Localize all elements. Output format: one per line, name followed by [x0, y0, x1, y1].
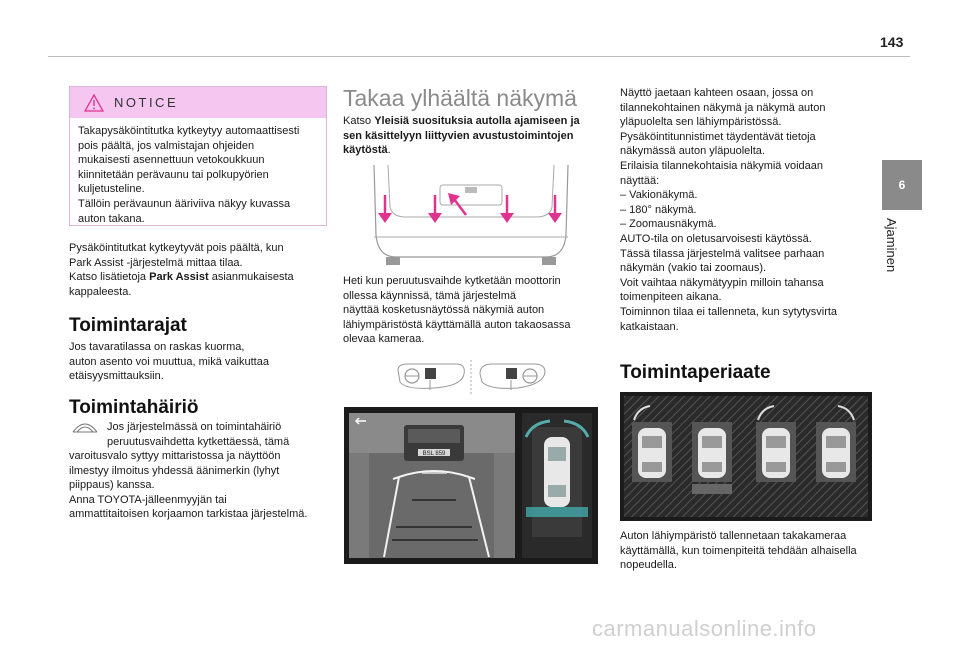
text-line: Jos järjestelmässä on toimintahäiriö: [107, 421, 282, 433]
text-line: peruutusvaihdetta kytkettäessä, tämä: [107, 435, 290, 448]
watermark: carmanualsonline.info: [592, 616, 817, 641]
warning-triangle-icon: [84, 94, 104, 112]
text-line: nopeudella.: [620, 559, 677, 572]
text-line: yläpuolelta sen lähiympäristössä.: [620, 116, 782, 129]
text-line: varoitusvalo syttyy mittaristossa ja näyttöön: [69, 450, 281, 462]
ref-line: [343, 114, 603, 129]
text-line: Näyttö jaetaan kahteen osaan, jossa on: [620, 87, 814, 99]
text-line: etäisyysmittauksiin.: [69, 370, 164, 383]
hairio-line-indented: [107, 420, 289, 449]
notice-line: mukaisesti asennettuun vetokoukkuun: [78, 154, 265, 167]
text-line: käyttämällä, kun toimenpiteitä tehdään alhaisella: [620, 544, 857, 557]
text-line: olevaa kameraa.: [343, 333, 425, 346]
notice-line: kiinnitetään perävaunu tai polkupyörien: [78, 168, 269, 181]
text-line: ammattitaitoisen korjaamon tarkistaa järjestelmä.: [69, 508, 308, 521]
notice-box: [69, 86, 327, 226]
text-line: auton asento voi muuttua, mikä vaikuttaa: [69, 355, 269, 368]
chapter-title: Ajaminen: [884, 218, 899, 273]
van-rear-illustration: [366, 165, 576, 265]
ref-bold: sen käsittelyyn liittyvien avustustoimintojen: [343, 129, 574, 142]
notice-line: kuljetusteline.: [78, 183, 145, 196]
text-line: Jos tavaratilassa on raskas kuorma,: [69, 341, 245, 353]
notice-line: Takapysäköintitutka kytkeytyy automaattisesti: [78, 125, 300, 137]
text-line: katkaistaan.: [620, 320, 679, 333]
ref-bold: Yleisiä suosituksia autolla ajamiseen ja: [374, 115, 580, 127]
text-line: lähiympäristöstä käyttämällä auton takaosassa: [343, 318, 571, 331]
text-line: AUTO-tila on oletusarvoisesti käytössä.: [620, 232, 812, 245]
steering-wheel-icon: [523, 369, 537, 383]
text-line: näkymässä auton yläpuolelta.: [620, 145, 765, 158]
right-bottom-text: [620, 529, 882, 573]
ref-line: [343, 129, 603, 144]
list-item: – 180° näkymä.: [620, 203, 697, 216]
text-line: Anna TOYOTA-jälleenmyyjän tai: [69, 493, 227, 506]
intro-line: Pysäköintitutkat kytkeytyvät pois päältä, kun: [69, 242, 284, 254]
text-line: Tässä tilassa järjestelmä valitsee parhaan: [620, 247, 825, 260]
camera-arrow-icon: [448, 193, 466, 215]
screen-icon: [425, 368, 436, 379]
section-title-toimintarajat: Toimintarajat: [69, 315, 187, 336]
text-line: Toiminnon tilaa ei tallenneta, kun sytytysvirta: [620, 305, 838, 318]
chapter-title-wrap: [884, 218, 908, 318]
intro-paragraph: [69, 241, 329, 299]
intro-text: Katso lisätietoja: [69, 271, 150, 284]
camera-display-graphic: [344, 407, 598, 564]
camera-display: [344, 407, 598, 564]
text-line: Pysäköintitunnistimet täydentävät tietoja: [620, 130, 816, 143]
notice-line: Tällöin perävaunun ääriviiva näkyy kuvassa: [78, 197, 291, 210]
screen-icon: [506, 368, 517, 379]
intro-line: kappaleesta.: [69, 285, 132, 298]
notice-header: [70, 87, 326, 118]
text-line: näkymän (vakio tai zoomaus).: [620, 262, 767, 275]
reference-paragraph: [343, 114, 603, 158]
ref-text: Katso: [343, 115, 375, 127]
display-location-illustration: [394, 360, 549, 396]
ref-line: [343, 143, 603, 158]
intro-line: [69, 270, 329, 285]
text-line: tilannekohtainen näkymä ja näkymä auton: [620, 101, 826, 114]
text-line: ollessa käynnissä, tämä järjestelmä: [343, 289, 517, 302]
intro-line: Park Assist -järjestelmä mittaa tilaa.: [69, 256, 243, 269]
chapter-tab[interactable]: 6: [882, 160, 922, 210]
ref-text: .: [387, 144, 391, 157]
list-item: – Vakionäkymä.: [620, 189, 698, 202]
operating-principle-illustration: [620, 392, 872, 521]
section-title-top-rear-view: Takaa ylhäältä näkymä: [343, 85, 577, 111]
hairio-text: [69, 449, 334, 522]
notice-text: [70, 118, 326, 226]
toimintarajat-text: [69, 340, 329, 384]
ref-bold: käytöstä: [343, 144, 388, 157]
middle-body-text: [343, 274, 605, 347]
page-number: 143: [880, 34, 904, 50]
text-line: Voit vaihtaa näkymätyypin milloin tahansa: [620, 276, 824, 289]
steering-wheel-icon: [405, 369, 419, 383]
notice-line: pois päältä, jos valmistajan ohjeiden: [78, 139, 255, 152]
section-title-toimintahairio: Toimintahäiriö: [69, 397, 199, 418]
header-divider: [48, 56, 910, 57]
intro-text: asianmukaisesta: [208, 271, 294, 284]
sensor-arrow-icon: [548, 195, 562, 223]
text-line: näyttää:: [620, 174, 660, 187]
license-plate-text: BSL 859: [422, 451, 446, 457]
text-line: toimenpiteen aikana.: [620, 291, 722, 304]
list-item: – Zoomausnäkymä.: [620, 218, 717, 231]
text-line: piippaus) kanssa.: [69, 479, 155, 492]
text-line: Auton lähiympäristö tallennetaan takakameraa: [620, 530, 847, 542]
operating-principle-graphic: [620, 392, 872, 521]
notice-label: NOTICE: [114, 95, 179, 110]
section-title-toimintaperiaate: Toimintaperiaate: [620, 362, 771, 383]
right-body-text: [620, 86, 882, 334]
text-line: Erilaisia tilannekohtaisia näkymiä voidaan: [620, 159, 824, 172]
notice-line: auton takana.: [78, 212, 145, 225]
text-line: näyttää kosketusnäytössä näkymiä auton: [343, 304, 545, 317]
park-assist-ref: Park Assist: [149, 271, 209, 284]
text-line: ilmestyy ilmoitus yhdessä äänimerkin (lyhyt: [69, 464, 280, 477]
sensor-warning-icon: [71, 420, 99, 434]
text-line: Heti kun peruutusvaihde kytketään moottorin: [343, 275, 561, 287]
